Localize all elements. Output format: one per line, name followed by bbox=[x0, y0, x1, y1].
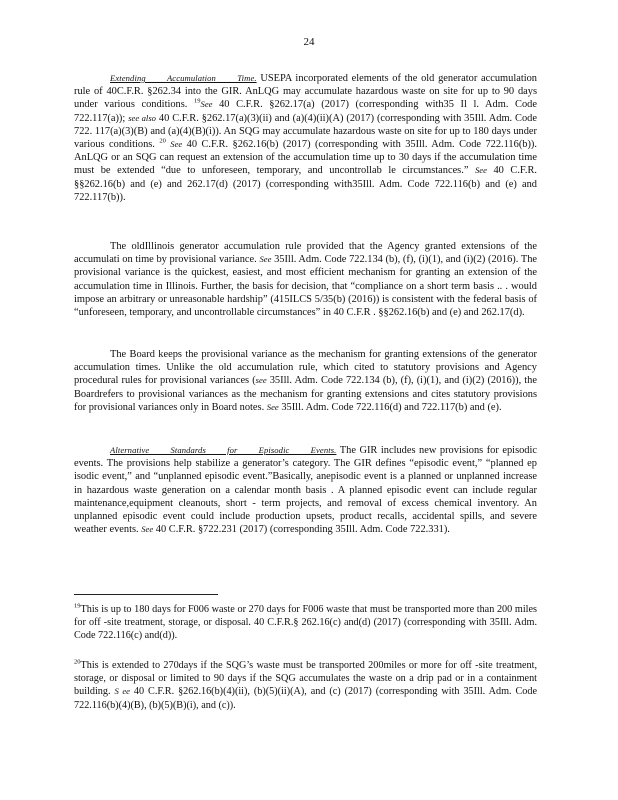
paragraph-text: 40 C.F.R. §262.16(b) (2017) (corresponding with 35Ill. Adm. Code 722.116(b)). AnLQG or an SQG can request an extension of the accumulation time up to 30 days if the accumulation time must be extended “due to unforeseen, temporary, and uncontrollab le circumstances.” bbox=[74, 139, 537, 177]
paragraph-text: 40 C.F.R. §§262.16(b) and (e) and 262.17(d) (2017) (corresponding with35Ill. Adm. Code 722.116(b) and (e) and 722.117(b)). bbox=[74, 165, 537, 203]
citation-signal: See bbox=[474, 165, 487, 176]
footnote-ref-20[interactable]: 20 bbox=[159, 137, 166, 145]
page-number: 24 bbox=[303, 36, 315, 48]
paragraph-text: 35Ill. Adm. Code 722.116(d) and 722.117(b) and (e). bbox=[281, 401, 502, 413]
citation-signal: See bbox=[266, 401, 279, 412]
citation-signal: S ee bbox=[114, 686, 130, 697]
paragraph-provisional-variance bbox=[74, 348, 537, 414]
section-heading-episodic-events: Alternative Standards for Episodic Events. bbox=[110, 445, 337, 455]
paragraph-text: 40 C.F.R. §262.17(a)(3)(ii) and (a)(4)(ii)(A) (2017) (corresponding with 35Ill. Adm. Code 722. 117(a)(3)(B) and (a)(4)(B)(i)). An SQG may accumulate hazardous waste on site for up to 180 days under various conditions. bbox=[74, 112, 537, 151]
footnote-divider bbox=[74, 594, 218, 595]
footnote-number: 20 bbox=[74, 658, 81, 666]
footnote-ref-19[interactable]: 19 bbox=[194, 97, 201, 105]
paragraph-illinois-accumulation-rule bbox=[74, 240, 537, 319]
paragraph-text: The GIR includes new provisions for episodic events. The provisions help stabilize a generator’s category. The GIR defines “episodic event,” “planned ep isodic event,” and “unplanned episodic event.”Basically, anepisodic event is a planned or unplanned increase in hazardous waste generation on a calendar month basis . A planned episodic event can include regular maintenance,equipment cleanouts, short - term projects, and removal of excess chemical inventory. An unplanned episodic event could include production upsets, product recalls, accidental spills, and severe weather events. bbox=[74, 445, 538, 536]
citation-signal: see also bbox=[128, 112, 156, 123]
footnote-19 bbox=[74, 603, 537, 643]
paragraph-text: 40 C.F.R. §722.231 (2017) (corresponding 35Ill. Adm. Code 722.331). bbox=[155, 524, 450, 536]
paragraph-text: The oldIllinois generator accumulation rule provided that the Agency granted extensions of the accumulati on time by provisional variance. bbox=[74, 241, 537, 266]
citation-signal: See bbox=[200, 99, 213, 110]
paragraph-text: 40 C.F.R. §262.17(a) (2017) (corresponding with35 Il l. Adm. Code 722.117(a)); bbox=[74, 99, 537, 124]
footnote-text: 40 C.F.R. §262.16(b)(4)(ii), (b)(5)(ii)(A), and (c) (2017) (corresponding with 35Ill. Adm. Code 722.116(b)(4)(B), (b)(5)(B)(i), and (c)). bbox=[74, 686, 537, 711]
paragraph-text: 35Ill. Adm. Code 722.134 (b), (f), (i)(1), and (i)(2) (2016). The provisional variance is the quickest, easiest, and most efficient mechanism for granting an extension of the accumulation time in Illinois. Further, the basis for decision, that “compliance on a short term basis .. . would impose an arbitrary or unreasonable hardship” (415ILCS 5/35(b) (2016)) is consistent with the federal basis of “unforeseen, temporary, and uncontrollable circumstances” in 40 C.F.R . §§262.16(b) and (e) and 262.17(d). bbox=[74, 254, 537, 319]
paragraph-extending-accumulation-time bbox=[74, 72, 537, 204]
footnote-text: This is up to 180 days for F006 waste or 270 days for F006 waste that must be transported more than 200 miles for off -site treatment, storage, or disposal. 40 C.F.R.§ 262.16(c) and(d) (2017) (corresponding with 35Ill. Adm. Code 722.116(c) and(d)). bbox=[74, 604, 537, 642]
paragraph-text: The Board keeps the provisional variance as the mechanism for granting extensions of the generator accumulation times. Unlike the old accumulation rule, which cited to statutory provisions and Agency procedural rules for provisional variances ( bbox=[74, 349, 537, 387]
footnote-number: 19 bbox=[74, 602, 81, 610]
paragraph-episodic-events bbox=[74, 444, 537, 536]
citation-signal: See bbox=[170, 139, 183, 150]
citation-signal: see bbox=[255, 375, 267, 386]
paragraph-text: USEPA incorporated elements of the old generator accumulation rule of 40C.F.R. §262.34 into the GIR. AnLQG may accumulate hazardous waste on site for up to 90 days under various conditions. bbox=[74, 73, 537, 111]
footnote-text: This is extended to 270days if the SQG’s waste must be transported 200miles or more for off -site treatment, storage, or disposal or limited to 90 days if the SQG accumulates the waste on a drip pad or in a containment building. bbox=[74, 660, 537, 698]
citation-signal: See bbox=[259, 254, 272, 265]
footnote-20 bbox=[74, 659, 537, 712]
citation-signal: See bbox=[141, 524, 154, 535]
paragraph-text: 35Ill. Adm. Code 722.134 (b), (f), (i)(1), and (i)(2) (2016)), the Boardrefers to provisional variances as the mechanism for granting extensions and cites statutory provisions for provisional variances only in Board notes. bbox=[74, 375, 537, 413]
section-heading-extending-accumulation-time: Extending Accumulation Time. bbox=[110, 73, 257, 83]
